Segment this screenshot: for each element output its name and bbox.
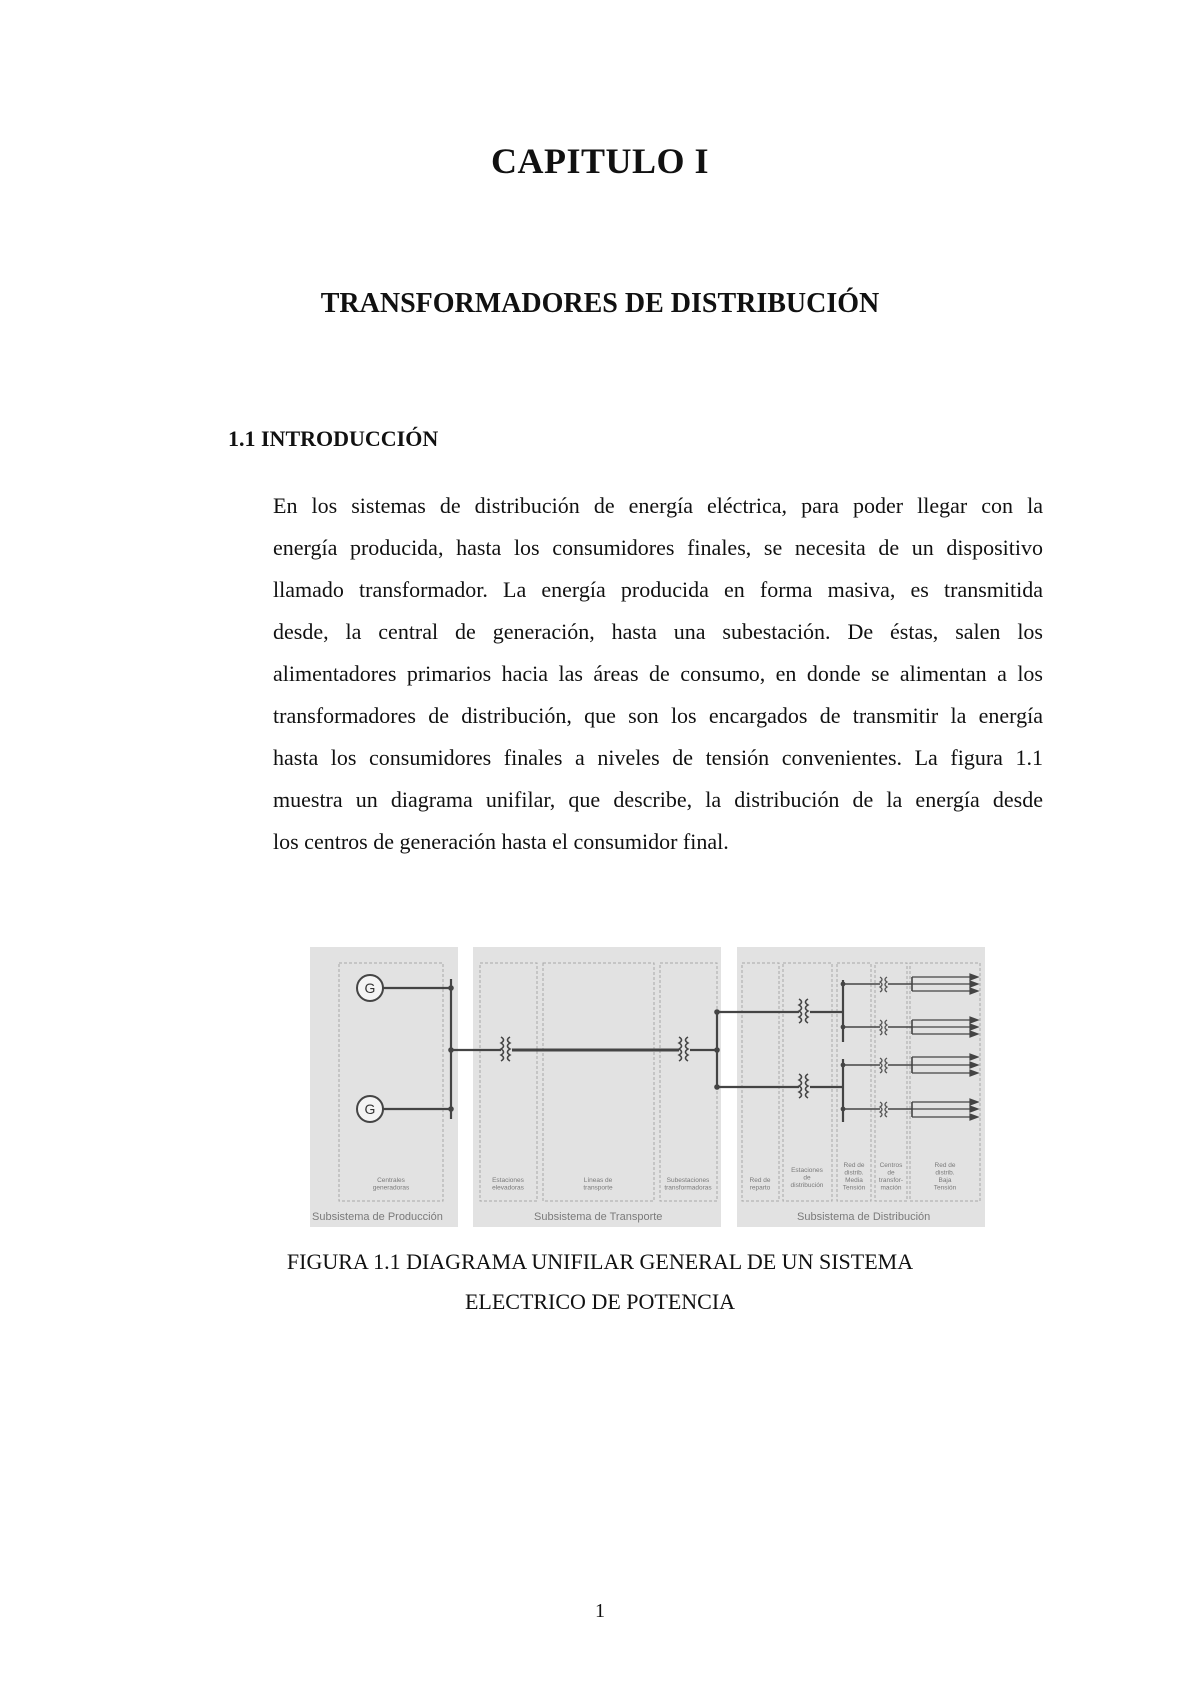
svg-text:G: G [364,1101,376,1117]
zone-label-est-dist: Estaciones de distribución [790,1167,824,1189]
svg-text:G: G [364,980,376,996]
subsystem-label-transport: Subsistema de Transporte [534,1211,663,1223]
chapter-title: TRANSFORMADORES DE DISTRIBUCIÓN [320,288,880,319]
intro-paragraph [273,485,1043,863]
single-line-diagram [310,947,985,1227]
paragraph-line: transformadores de distribución, que son los encargados de transmitir la energía [273,703,1043,728]
section-heading: 1.1 INTRODUCCIÓN [228,426,439,451]
chapter-heading: CAPITULO I [490,141,710,181]
caption-line: ELECTRICO DE POTENCIA [464,1289,736,1314]
paragraph-line: llamado transformador. La energía producida en forma masiva, es transmitida [273,577,1043,602]
zone-label-reparto: Red de reparto [749,1177,771,1192]
subsystem-label-distribution: Subsistema de Distribución [797,1211,931,1223]
paragraph-line: muestra un diagrama unifilar, que describe, la distribución de la energía desde [273,787,1043,812]
paragraph-line: energía producida, hasta los consumidores finales, se necesita de un dispositivo [273,535,1043,560]
zone-label-baja: Red de distrib. Baja Tensión [933,1162,957,1192]
zone-label-lineas: Líneas de transporte [583,1177,613,1192]
caption-line: FIGURA 1.1 DIAGRAMA UNIFILAR GENERAL DE UN SISTEMA [286,1249,914,1274]
zone-label-centrales: Centrales generadoras [372,1177,410,1192]
generator-icon [357,975,383,1001]
paragraph-line: hasta los consumidores finales a niveles de tensión convenientes. La figura 1.1 [273,745,1043,770]
zone-label-centros: Centros de transfor-mación [878,1162,904,1192]
paragraph-line: los centros de generación hasta el consumidor final. [273,829,729,854]
figure-caption [0,1242,1200,1322]
zone-label-subestaciones: Subestaciones transformadoras [664,1177,712,1192]
generator-icon [357,1096,383,1122]
zone-label-elevadoras: Estaciones elevadoras [492,1177,524,1192]
paragraph-line: alimentadores primarios hacia las áreas de consumo, en donde se alimentan a los [273,661,1043,686]
page-number: 1 [595,1600,605,1622]
subsystem-label-production: Subsistema de Producción [312,1211,443,1223]
single-line-diagram-figure [310,947,985,1227]
paragraph-line: En los sistemas de distribución de energía eléctrica, para poder llegar con la [273,493,1043,518]
paragraph-line: desde, la central de generación, hasta una subestación. De éstas, salen los [273,619,1043,644]
zone-label-media: Red de distrib. Media Tensión [842,1162,866,1192]
